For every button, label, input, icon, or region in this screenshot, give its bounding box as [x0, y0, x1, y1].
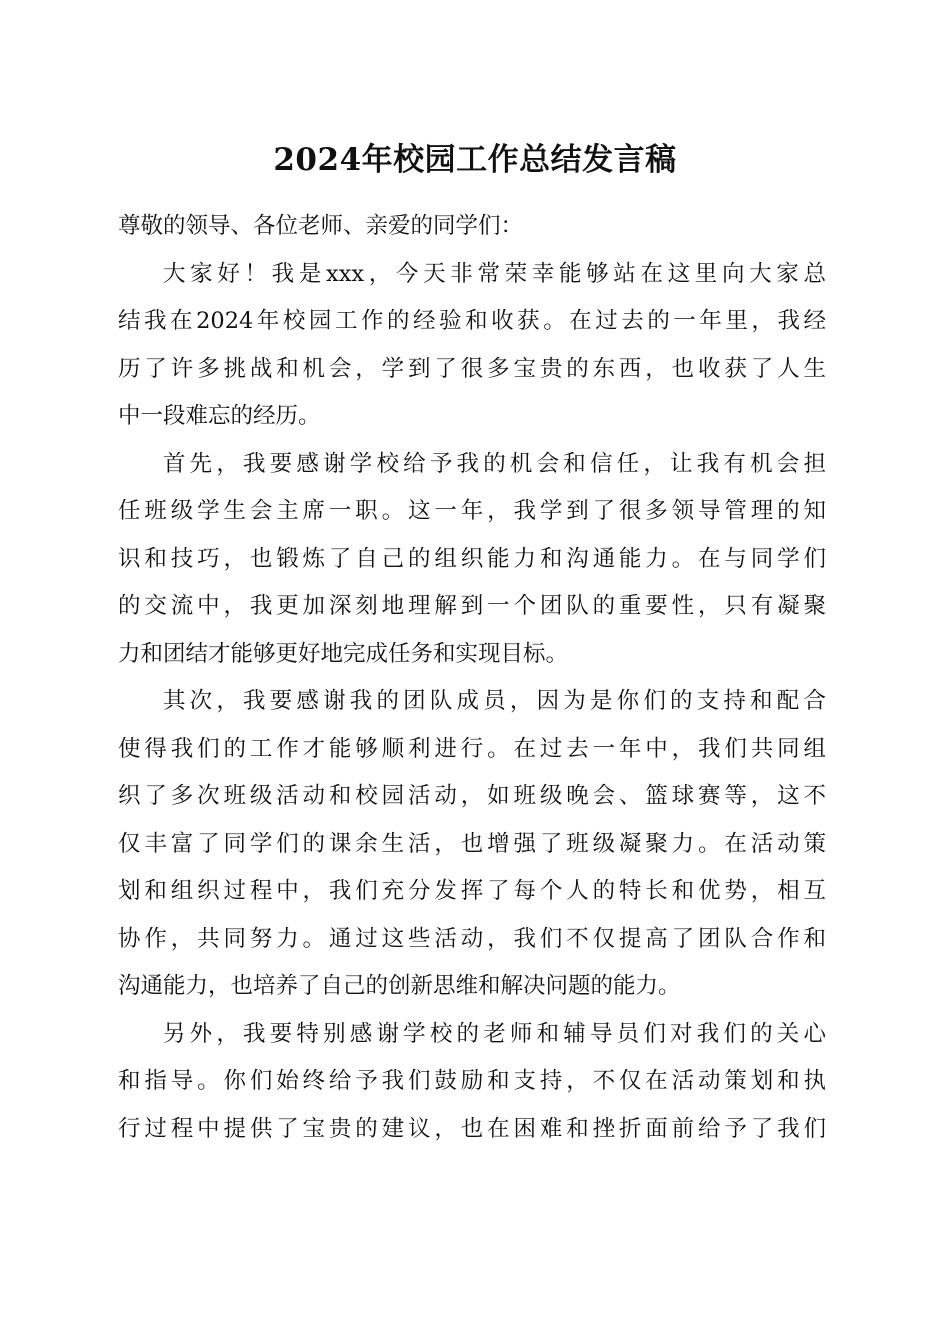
paragraph-line: 结我在2024年校园工作的经验和收获。在过去的一年里，我经 [118, 308, 826, 334]
paragraph-line: 使得我们的工作才能够顺利进行。在过去一年中，我们共同组 [118, 735, 826, 762]
paragraph-line: 中一段难忘的经历。 [118, 403, 321, 429]
paragraph-line: 任班级学生会主席一职。这一年，我学到了很多领导管理的知 [118, 498, 826, 524]
paragraph-line: 协作，共同努力。通过这些活动，我们不仅提高了团队合作和 [118, 925, 826, 952]
paragraph-line: 织了多次班级活动和校园活动，如班级晚会、篮球赛等，这不 [118, 783, 826, 809]
paragraph-line: 仅丰富了同学们的课余生活，也增强了班级凝聚力。在活动策 [118, 830, 826, 857]
document-title: 2024年校园工作总结发言稿 [273, 142, 677, 178]
paragraph-line: 沟通能力，也培养了自己的创新思维和解决问题的能力。 [118, 973, 681, 999]
document-body [118, 203, 826, 1153]
paragraph-line: 划和组织过程中，我们充分发挥了每个人的特长和优势，相互 [118, 878, 826, 904]
paragraph-line: 大家好！我是xxx，今天非常荣幸能够站在这里向大家总 [163, 260, 826, 287]
paragraph-line: 识和技巧，也锻炼了自己的组织能力和沟通能力。在与同学们 [118, 545, 826, 572]
salutation-line: 尊敬的领导、各位老师、亲爱的同学们： [118, 213, 524, 239]
paragraph-line: 首先，我要感谢学校给予我的机会和信任，让我有机会担 [163, 450, 826, 477]
paragraph-line: 历了许多挑战和机会，学到了很多宝贵的东西，也收获了人生 [118, 355, 826, 382]
paragraph-line: 力和团结才能够更好地完成任务和实现目标。 [118, 640, 569, 667]
paragraph-line: 和指导。你们始终给予我们鼓励和支持，不仅在活动策划和执 [118, 1068, 826, 1094]
paragraph-line: 其次，我要感谢我的团队成员，因为是你们的支持和配合 [163, 688, 826, 714]
paragraph-line: 另外，我要特别感谢学校的老师和辅导员们对我们的关心 [163, 1020, 826, 1047]
paragraph-line: 行过程中提供了宝贵的建议，也在困难和挫折面前给予了我们 [118, 1115, 826, 1142]
paragraph-line: 的交流中，我更加深刻地理解到一个团队的重要性，只有凝聚 [118, 593, 826, 619]
